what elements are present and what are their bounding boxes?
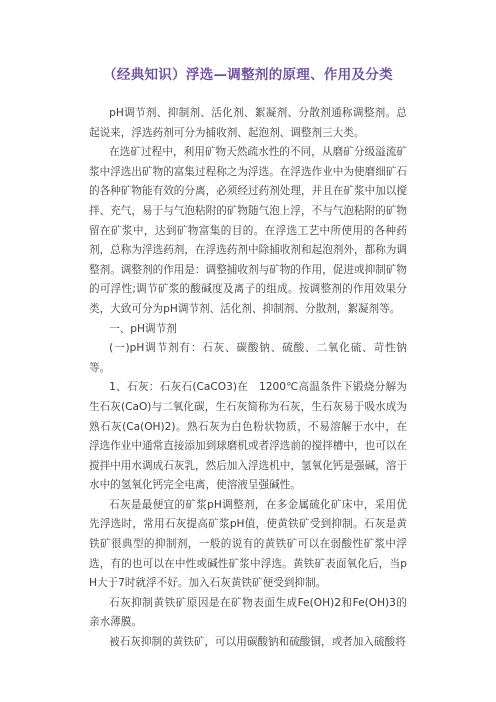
paragraph-lime-mechanism: 石灰抑制黄铁矿原因是在矿物表面生成Fe(OH)2和Fe(OH)3的亲水薄膜。	[89, 596, 407, 629]
section-heading-ph-regulator: 一、pH调节剂	[109, 322, 177, 335]
paragraph-reactivation: 被石灰抑制的黄铁矿，可以用碳酸钠和硫酸铜，或者加入硫酸将	[109, 636, 406, 649]
paragraph-lime-usage: 石灰是最便宜的矿浆pH调整剂，在多金属硫化矿床中，采用优先浮选时，常用石灰提高矿浆pH值，使黄铁矿受到抑制。石灰是黄铁矿很典型的抑制剂，一般的说有的黄铁矿可以在弱酸性矿浆中浮选，有的也可以在中性或碱性矿浆中浮选。黄铁矿表面氧化后，当pH大于7时就浮不好。加入石灰黄铁矿便受到抑制。	[89, 498, 407, 590]
paragraph-ph-regulator-list: (一)pH调节剂有：石灰、碳酸钠、硫酸、二氧化硫、苛性钠等。	[89, 342, 407, 374]
document-body	[89, 104, 407, 653]
paragraph-flotation-overview: 在选矿过程中，利用矿物天然疏水性的不同，从磨矿分级溢流矿浆中浮选出矿物的富集过程称之为浮选。在浮选作业中为使磨细矿石的各种矿物能有效的分离，必须经过药剂处理，并且在矿浆中加以搅拌、充气，易于与气泡粘附的矿物随气泡上浮，不与气泡粘附的矿物留在矿浆中，达到矿物富集的目的。在浮选工艺中所使用的各种药剂，总称为浮选药剂，在浮选药剂中除捕收剂和起泡剂外，都称为调整剂。调整剂的作用是：调整捕收剂与矿物的作用，促进或抑制矿物的可浮性;调节矿浆的酸碱度及离子的组成。按调整剂的作用效果分类，大致可分为pH调节剂、活化剂、抑制剂、分散剂，絮凝剂等。	[89, 146, 407, 315]
paragraph-lime: 1、石灰：石灰石(CaCO3)在 1200℃高温条件下锻烧分解为生石灰(CaO)与二氧化碳，生石灰简称为石灰，生石灰易于吸水成为熟石灰(Ca(OH)2)。熟石灰为白色粉状物质，不易溶解于水中，在浮选作业中通常直接添加到球磨机或者浮选前的搅拌槽中，也可以在搅拌中用水调成石灰乳，然后加入浮选机中，氢氧化钙是强碱，溶于水中的氢氧化钙完全电离，使溶液呈强碱性。	[89, 381, 407, 492]
document-title: （经典知识）浮选—调整剂的原理、作用及分类	[103, 67, 393, 83]
paragraph-intro: pH调节剂、抑制剂、活化剂、絮凝剂、分散剂通称调整剂。总起说来，浮选药剂可分为捕收剂、起泡剂、调整剂三大类。	[89, 107, 407, 139]
